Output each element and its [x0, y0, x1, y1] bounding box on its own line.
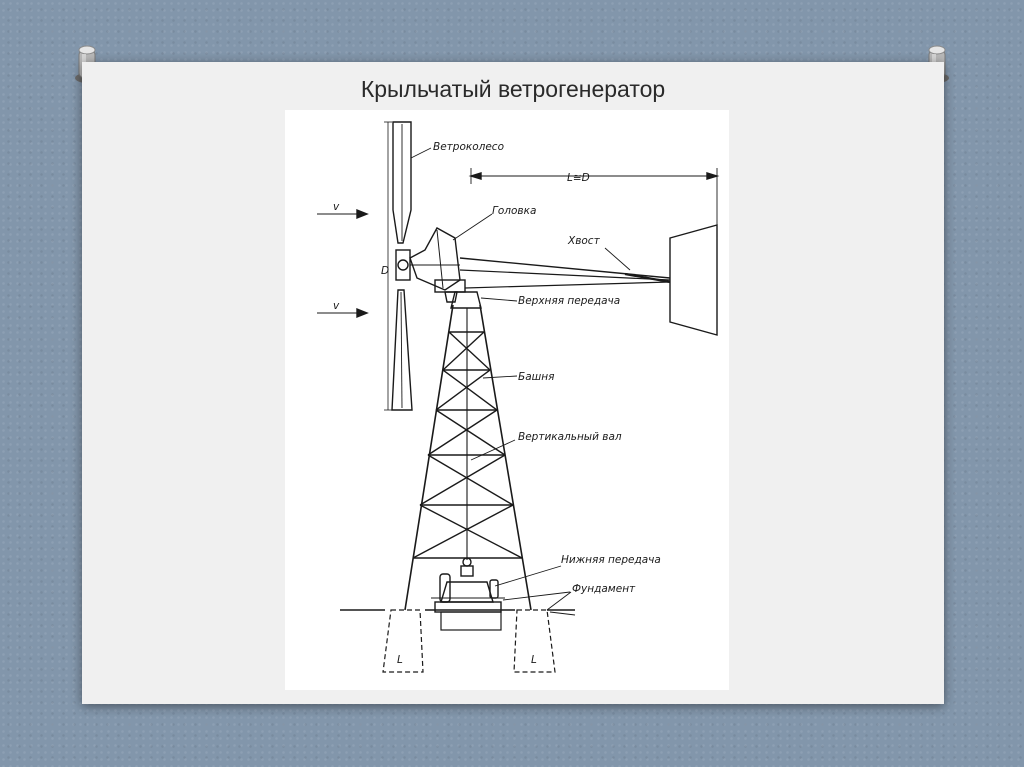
slide-card [82, 62, 944, 704]
label-head: Головка [492, 205, 537, 217]
label-dimension: L≅D [567, 172, 590, 184]
windmill-diagram [285, 110, 729, 690]
label-footing-right: L [531, 654, 537, 666]
label-upper-gear: Верхняя передача [518, 295, 621, 307]
label-tower: Башня [518, 371, 555, 383]
label-diameter: D [381, 265, 390, 277]
head-assembly [410, 228, 465, 302]
lower-gear [431, 558, 505, 612]
tower [405, 292, 531, 610]
label-tail: Хвост [568, 235, 600, 247]
foundation [340, 592, 575, 672]
label-lower-gear: Нижняя передача [561, 554, 661, 566]
label-vertical-shaft: Вертикальный вал [518, 431, 622, 443]
label-foundation: Фундамент [572, 583, 636, 595]
label-wind-wheel: Ветроколесо [433, 141, 505, 153]
slide-title: Крыльчатый ветрогенератор [360, 76, 666, 102]
label-wind-speed-top: v [333, 201, 340, 213]
wind-arrows [317, 210, 367, 317]
label-wind-speed-bottom: v [333, 300, 340, 312]
label-footing-left: L [397, 654, 403, 666]
